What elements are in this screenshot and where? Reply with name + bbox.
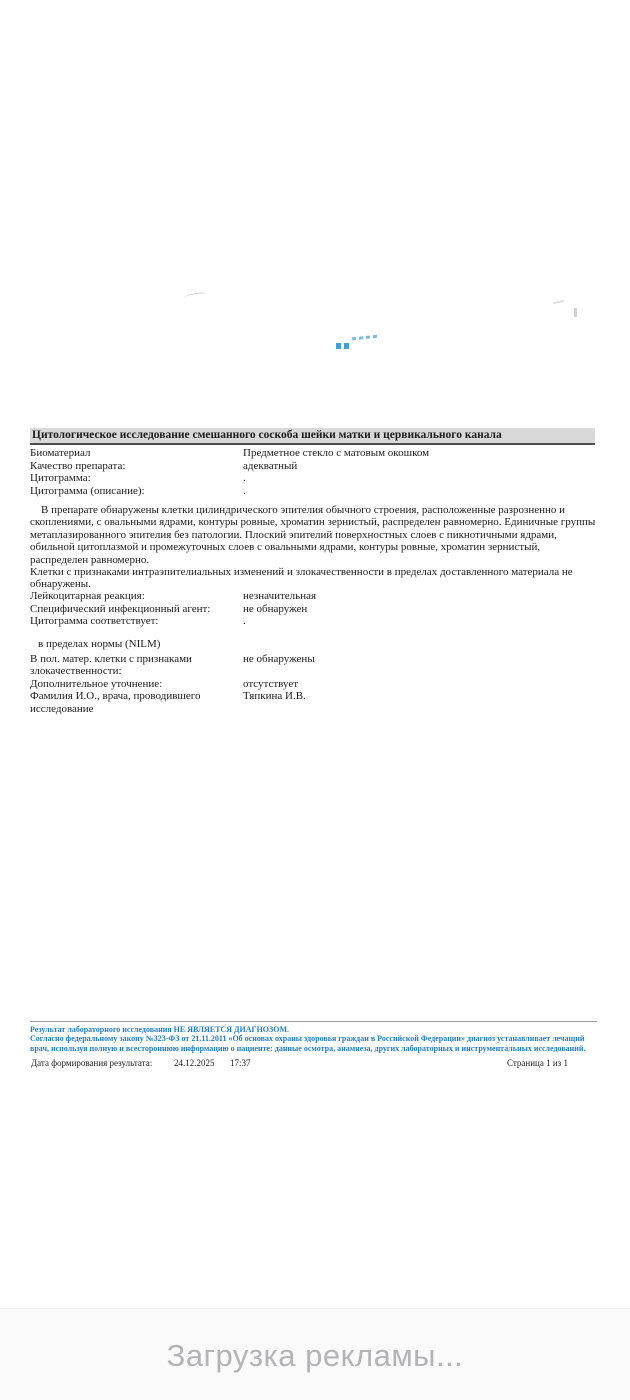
conclusion-paragraph: Клетки с признаками интраэпителиальных изменений и злокачественности в пределах доставленного материала не обнаружены.: [30, 566, 573, 591]
conclusion-fields: [30, 638, 597, 715]
field-row-infectious-agent: [30, 603, 597, 616]
result-date-row: [0, 1058, 630, 1070]
page-number: Страница 1 из 1: [507, 1058, 568, 1068]
field-row-leukocyte-reaction: [30, 590, 597, 603]
scan-artifact-blue-dashes: [352, 335, 379, 341]
scan-artifact-squiggle: [184, 291, 209, 301]
scan-artifact-blue-square: [344, 343, 349, 349]
ad-loading-text: Загрузка рекламы...: [166, 1338, 464, 1373]
field-row-malignancy: [30, 653, 597, 678]
legal-disclaimer: [30, 1025, 595, 1053]
field-row-doctor-name: [30, 690, 597, 715]
field-value: не обнаружены: [243, 652, 315, 665]
ad-banner-placeholder: [0, 1308, 630, 1400]
description-paragraph: В препарате обнаружены клетки цилиндрического эпителия обычного строения, расположенные разрозненно и скоплениями, с овальными ядрами, контуры ровные, хроматин зернистый, распределен равномерно. Единичные группы метаплазированного эпителия без патологии. Плоский эпителий поверхностных слоев с пикнотичными ядрами, обильной цитоплазмой и промежуточных слоев с овальными ядрами, контуры ровные, хроматин зернистый, распределен равномерно.: [30, 504, 596, 566]
nilm-note: в пределах нормы (NILM): [38, 638, 161, 650]
field-label: Цитограмма (описание):: [30, 484, 145, 497]
microscopy-description: [30, 504, 597, 591]
field-label: Дополнительное уточнение:: [30, 677, 163, 690]
field-label: Цитограмма:: [30, 472, 91, 484]
field-row-cytogram: [30, 472, 597, 485]
specimen-fields: [30, 447, 597, 497]
report-title: Цитологическое исследование смешанного соскоба шейки матки и цервикального канала: [32, 429, 502, 441]
field-label: Качество препарата:: [30, 459, 126, 472]
field-row-cytogram-corresponds: [30, 615, 597, 628]
disclaimer-line-2: Согласно федеральному закону №323-ФЗ от 21.11.2011 «Об основах охраны здоровья граждан в Российской Федерации» диагноз устанавливает лечащий врач, используя полную и всестороннюю информацию о пациенте: данные осмотра, анамнеза, других лабораторных и инструментальных исследований.: [30, 1034, 586, 1053]
footer-divider: [30, 1021, 597, 1022]
field-row-quality: [30, 460, 597, 473]
field-value: .: [243, 615, 246, 627]
field-label: Лейкоцитарная реакция:: [30, 590, 145, 602]
field-value: .: [243, 484, 246, 497]
report-title-bar: [30, 428, 595, 445]
reaction-fields: [30, 590, 597, 628]
field-row-cytogram-description: [30, 485, 597, 498]
field-value: .: [243, 472, 246, 484]
date-value: 24.12.2025: [174, 1058, 215, 1068]
field-value: не обнаружен: [243, 602, 308, 615]
field-label: Цитограмма соответствует:: [30, 615, 159, 627]
field-row-biomaterial: [30, 447, 597, 460]
field-value: отсутствует: [243, 677, 299, 690]
scan-artifact-mark: [574, 308, 577, 317]
field-value: адекватный: [243, 459, 298, 472]
scan-artifact-blue-square: [336, 343, 341, 349]
field-value: незначительная: [243, 590, 317, 602]
field-label: Специфический инфекционный агент:: [30, 602, 211, 615]
field-label: В пол. матер. клетки с признаками злокачественности:: [30, 652, 192, 677]
field-label: Биоматериал: [30, 447, 91, 459]
field-value: Тяпкина И.В.: [243, 690, 306, 702]
date-label: Дата формирования результата:: [31, 1058, 153, 1068]
disclaimer-line-1: Результат лабораторного исследования НЕ ЯВЛЯЕТСЯ ДИАГНОЗОМ.: [30, 1025, 290, 1034]
field-label: Фамилия И.О., врача, проводившего исследование: [30, 690, 201, 715]
scan-artifact-mark: [553, 300, 564, 304]
field-value: Предметное стекло с матовым окошком: [243, 447, 430, 459]
time-value: 17:37: [230, 1058, 251, 1068]
field-row-additional-note: [30, 678, 597, 691]
